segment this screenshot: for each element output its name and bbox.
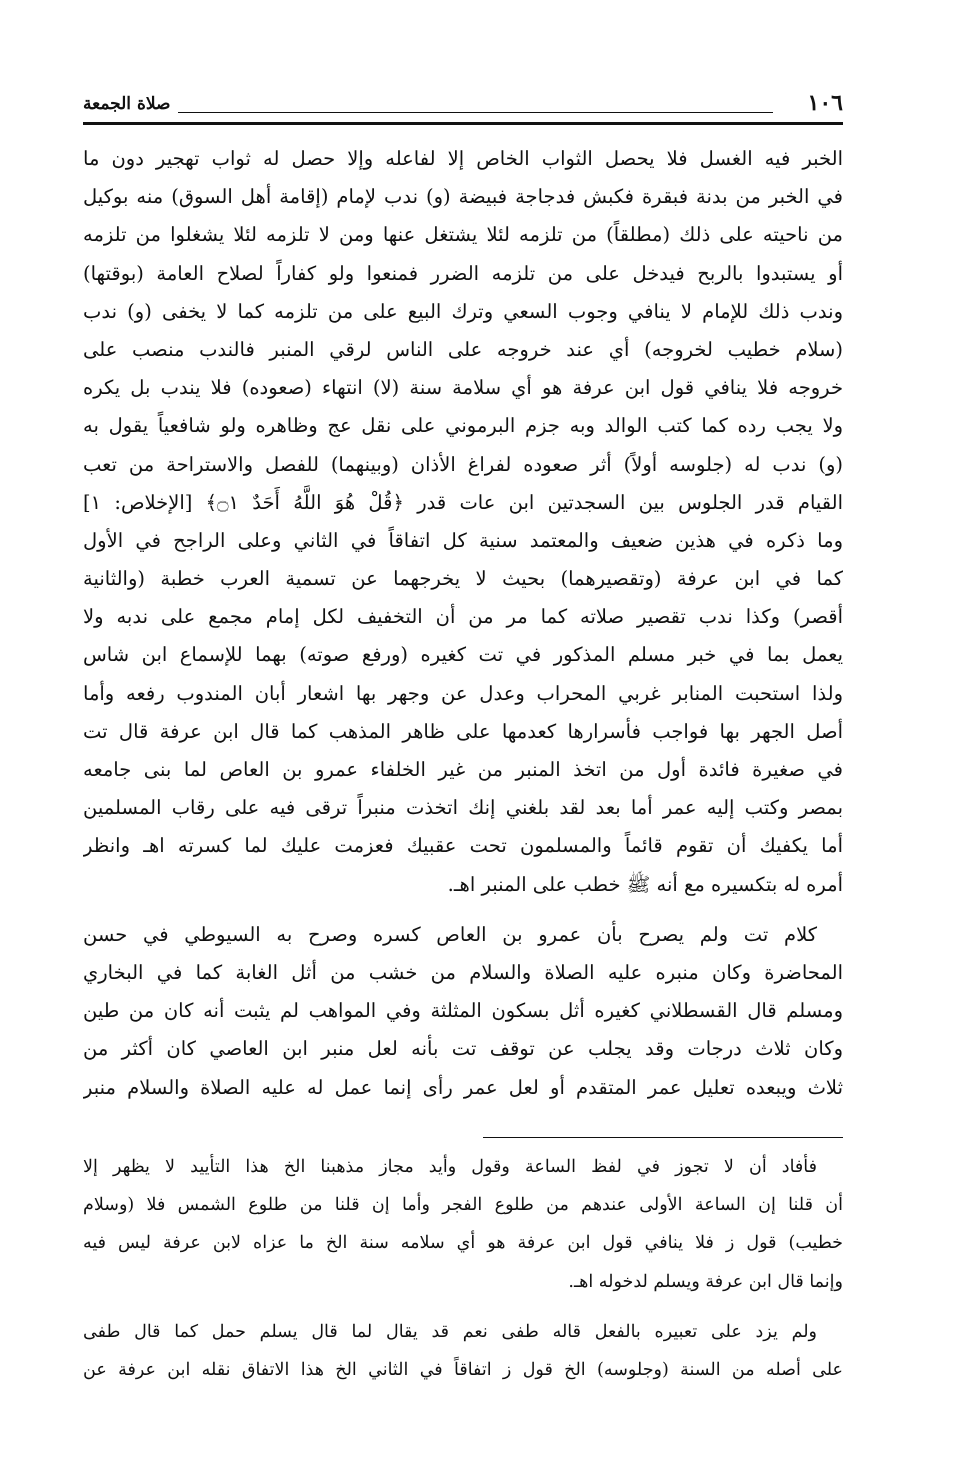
running-title: صلاة الجمعة (83, 94, 171, 114)
paragraph-2 (83, 916, 843, 1107)
footnote-line: على أصله من السنة (وجلوسه) الخ قول ز اتفاقاً في الثاني الخ هذا الاتفاق نقله ابن عرفة عن (83, 1359, 843, 1380)
text-line: وكان ثلاث درجات وقد يجلب عن توقف تت بأنه لعل منبر ابن العاصي كان أكثر من (83, 1037, 843, 1061)
page-header (83, 88, 843, 125)
page-number: ١٠٦ (807, 90, 843, 116)
text-line: ثلاث ويبعده تعليل عمر المتقدم أو لعل عمر رأى إنما عمل له عليه الصلاة والسلام منبر (83, 1075, 843, 1099)
text-line: من ناحيته على ذلك (مطلقاً) من تلزمه لئلا يشتغل عنها ومن لا تلزمه لئلا يشغلوا من تلزمه (83, 223, 843, 247)
main-text (83, 140, 843, 1107)
text-line: أو يستبدوا بالربح فيدخل على من تلزمه الضرر فمنعوا ولو كفاراً لصلاح العامة (بوقتها) (83, 261, 843, 285)
quran-verse-line: القيام قدر الجلوس بين السجدتين ابن عات قدر ﴿قُلْ هُوَ اللَّهُ أَحَدٌ ۝١﴾ [الإخلاص: ١] (83, 490, 843, 514)
text-line: ومسلم قال القسطلاني كغيره أثل بسكون المثلثة وفي المواهب لم يثبت أنه كان من طين (83, 999, 843, 1023)
footnote-line: خطيب) قول ز فلا ينافي قول ابن عرفة هو أي سلامه سنة الخ ما عزاه لابن عرفة ليس فيه (83, 1233, 843, 1254)
text-line: أمره له بتكسيره مع أنه ﷺ خطب على المنبر اهـ. (447, 872, 843, 896)
text-line: وندب ذلك للإمام لا ينافي وجوب السعي وترك البيع على من تلزمه كما لا يخفى (و) ندب (83, 299, 843, 323)
text-line: أصل الجهر بها فواجب فأسرارها كعدمها على ظاهر المذهب كما قال ابن عرفة قال تت (83, 719, 843, 743)
text-line: الخبر فيه الغسل فلا يحصل الثواب الخاص إلا لفاعله وإلا حصل له ثواب تهجير دون ما (83, 147, 843, 170)
footnote-line: أن قلنا إن الساعة الأولى عندهم من طلوع الفجر وأما إن قلنا من طلوع الشمس فلا (وسلام (83, 1195, 843, 1216)
paragraph-1 (83, 140, 843, 904)
footnote-line: ولم يزد على تعبيره بالفعل قاله طفى نعم قد يقال لما قال يسلم حمل كما قال طفى (83, 1321, 817, 1342)
text-line: كما في ابن عرفة (وتقصيرهما) بحيث لا يخرجهما عن تسمية العرب خطبة (والثانية (83, 567, 843, 591)
text-line: بمصر وكتب إليه عمر أما بعد لقد بلغني إنك اتخذت منبراً ترقى فيه على رقاب المسلمين (83, 796, 843, 820)
text-line: (سلام خطيب لخروجه) أي عند خروجه على الناس لرقي المنبر فالندب منصب على (83, 337, 843, 361)
header-rule (178, 112, 773, 113)
text-line: ولا يجب رده كما كتب الوالد وبه جزم البرموني على نقل عج وظاهره ولو شافعياً يقول به (83, 414, 843, 438)
footnote-separator (483, 1137, 843, 1138)
text-line: (و) ندب له (جلوسه أولاً) أثر صعوده لفراغ الأذان (وبينهما) للفصل والاستراحة من تعب (83, 452, 843, 476)
text-line: في الخبر من بدنة فبقرة فكبش فدجاجة فبيضة (و) ندب لإمام (إقامة أهل السوق) منه بوكيل (83, 185, 843, 209)
footnotes (83, 1150, 843, 1391)
footnote-line: وإنما قال ابن عرفة ويسلم لدخوله اهـ. (568, 1271, 843, 1292)
footnote-line: فأفاد أن لا تجوز في لفظ الساعة وقول وأيد مجاز مذهبنا الخ هذا التأييد لا يظهر إلا (83, 1157, 817, 1177)
text-line: وما ذكره في هذين ضعيف والمعتمد سنية كل اتفاقاً في الثاني وعلى الراجح في الأول (83, 528, 843, 552)
footnote-1 (83, 1150, 843, 1303)
book-page (83, 0, 843, 1478)
text-line: في صغيرة فائدة أول من اتخذ المنبر من غير الخلفاء عمرو بن العاص لما بنى جامعه (83, 758, 843, 781)
text-line: يعمل بما في خبر مسلم المذكور في تت كغيره (ورفع صوته) بهما للإسماع ابن شاس (83, 643, 843, 667)
text-line: أقصر) وكذا ندب تقصير صلاته كما مر من أن التخفيف لكل إمام مجمع على ندبه ولا (83, 605, 843, 629)
text-line: ولذا استحبت المنابر غربي المحراب وعدل عن وجهر بها اشعار أبان المندوب رفعه وأما (83, 681, 843, 705)
text-line: خروجه فلا ينافي قول ابن عرفة هو أي سلامة سنة (لا) انتهاء (صعوده) فلا يندب بل يكره (83, 376, 843, 400)
footnote-2 (83, 1315, 843, 1391)
text-line: كلام تت ولم يصرح بأن عمرو بن العاص كسره وصرح به السيوطي في حسن (83, 922, 817, 946)
text-line: المحاضرة وكان منبره عليه الصلاة والسلام من خشب من أثل الغابة كما في البخاري (83, 960, 843, 984)
text-line: أما يكفيك أن تقوم قائماً والمسلمون تحت عقبيك فعزمت عليك لما كسرته اهـ وانظر (83, 834, 843, 858)
